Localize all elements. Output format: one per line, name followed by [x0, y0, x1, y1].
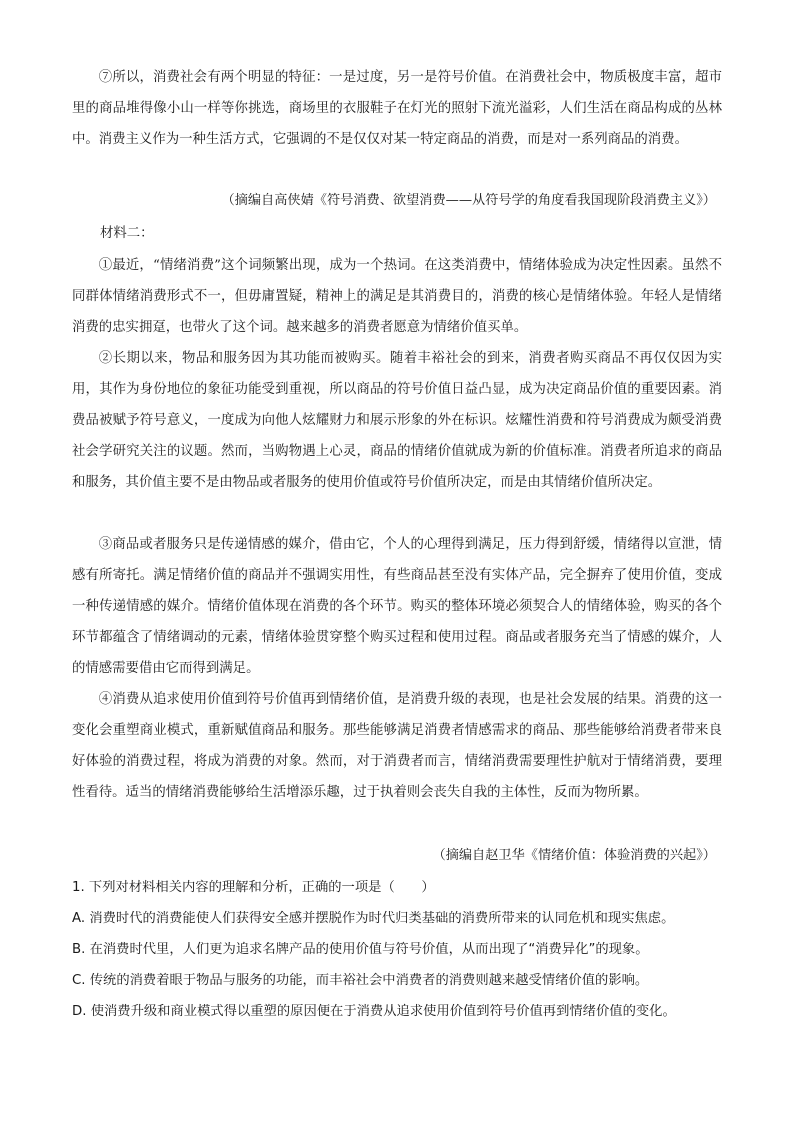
source-citation-2: （摘编自赵卫华《情绪价值：体验消费的兴起》） [432, 848, 716, 863]
option-a[interactable]: A. 消费时代的消费能使人们获得安全感并摆脱作为时代归类基础的消费所带来的认同危机和现实焦虑。 [72, 911, 675, 926]
option-b[interactable]: B. 在消费时代里，人们更为追求名牌产品的使用价值与符号价值，从而出现了“消费异化”的现象。 [72, 942, 649, 957]
paragraph-7: ⑦所以，消费社会有两个明显的特征：一是过度，另一是符号价值。在消费社会中，物质极度丰富，超市里的商品堆得像小山一样等你挑选，商场里的衣服鞋子在灯光的照射下流光溢彩，人们生活在商品构成的丛林中。消费主义作为一种生活方式，它强调的不是仅仅对某一特定商品的消费，而是对一系列商品的消费。 [72, 70, 722, 147]
option-c[interactable]: C. 传统的消费着眼于物品与服务的功能，而丰裕社会中消费者的消费则越来越受情绪价值的影响。 [72, 973, 649, 988]
paragraph-2-2: ②长期以来，物品和服务因为其功能而被购买。随着丰裕社会的到来，消费者购买商品不再仅仅因为实用，其作为身份地位的象征功能受到重视，所以商品的符号价值日益凸显，成为决定商品价值的重要因素。消费品被赋予符号意义，一度成为向他人炫耀财力和展示形象的外在标识。炫耀性消费和符号消费成为颇受消费社会学研究关注的议题。然而，当购物遇上心灵，商品的情绪价值就成为新的价值标准。消费者所追求的商品和服务，其价值主要不是由物品或者服务的使用价值或符号价值所决定，而是由其情绪价值所决定。 [72, 351, 722, 490]
paragraph-2-3: ③商品或者服务只是传递情感的媒介，借由它，个人的心理得到满足，压力得到舒缓，情绪得以宣泄，情感有所寄托。满足情绪价值的商品并不强调实用性，有些商品甚至没有实体产品，完全摒弃了使用价值，变成一种传递情感的媒介。情绪价值体现在消费的各个环节。购买的整体环境必须契合人的情绪体验，购买的各个环节都蕴含了情绪调动的元素，情绪体验贯穿整个购买过程和使用过程。商品或者服务充当了情感的媒介，人的情感需要借由它而得到满足。 [72, 537, 722, 676]
option-d[interactable]: D. 使消费升级和商业模式得以重塑的原因便在于消费从追求使用价值到符号价值再到情绪价值的变化。 [72, 1004, 676, 1019]
paragraph-2-4: ④消费从追求使用价值到符号价值再到情绪价值，是消费升级的表现，也是社会发展的结果。消费的这一变化会重塑商业模式，重新赋值商品和服务。那些能够满足消费者情感需求的商品、那些能够给消费者带来良好体验的消费过程，将成为消费的对象。然而，对于消费者而言，情绪消费需要理性护航对于情绪消费，要理性看待。适当的情绪消费能够给生活增添乐趣，过于执着则会丧失自我的主体性，反而为物所累。 [72, 692, 722, 800]
question-stem: 1. 下列对材料相关内容的理解和分析，正确的一项是（ ） [72, 880, 435, 895]
source-citation-1: （摘编自高侠婧《符号消费、欲望消费——从符号学的角度看我国现阶段消费主义》） [221, 193, 716, 208]
material-2-label: 材料二： [100, 226, 154, 241]
paragraph-2-1: ①最近，“情绪消费”这个词频繁出现，成为一个热词。在这类消费中，情绪体验成为决定性因素。虽然不同群体情绪消费形式不一，但毋庸置疑，精神上的满足是其消费目的，消费的核心是情绪体验。年轻人是情绪消费的忠实拥趸，也带火了这个词。越来越多的消费者愿意为情绪价值买单。 [72, 258, 722, 335]
